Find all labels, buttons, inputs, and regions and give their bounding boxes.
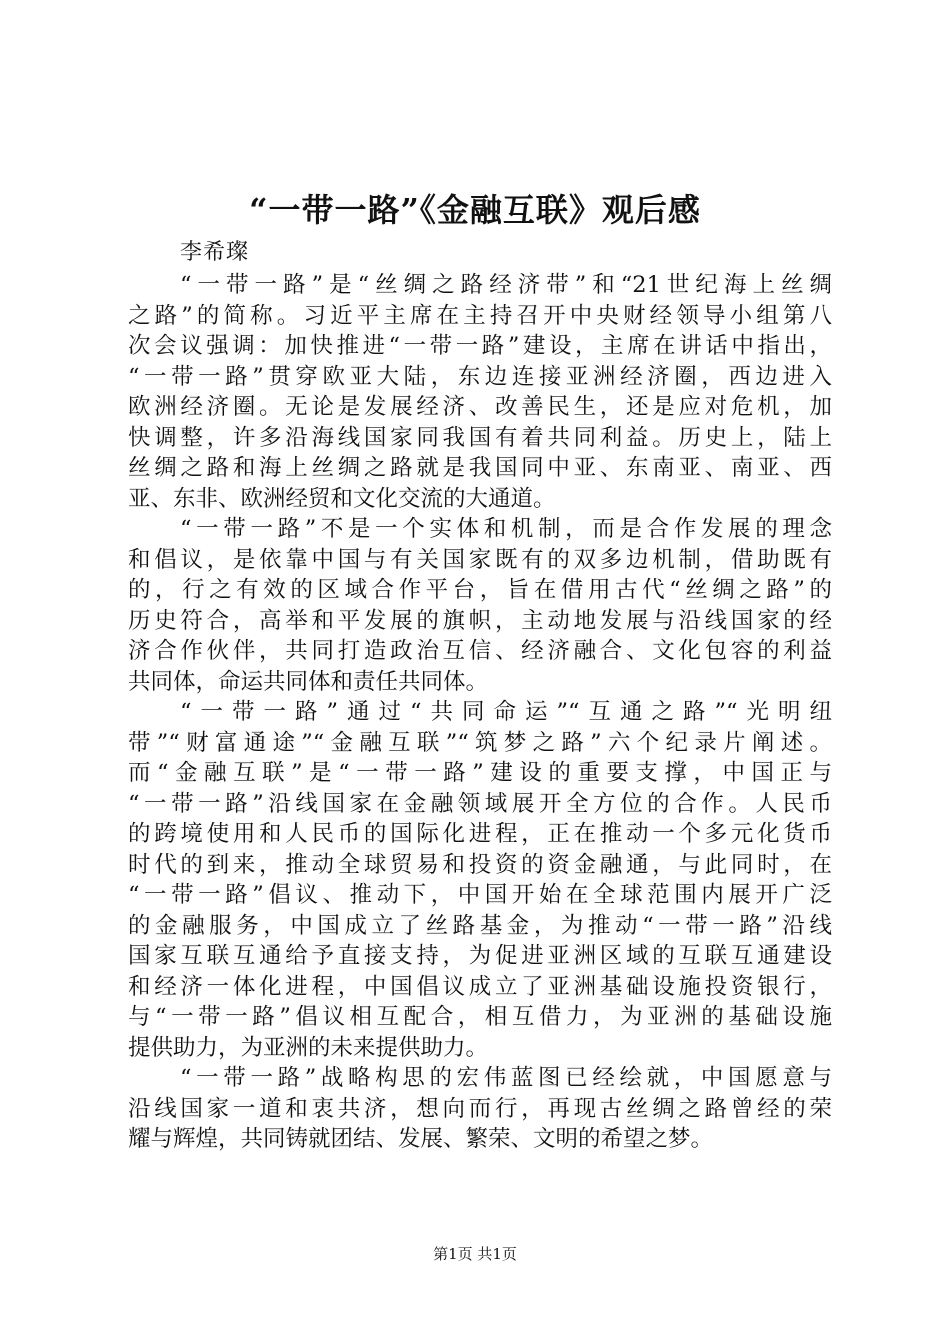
- paragraph-line: 而“金融互联”是“一带一路”建设的重要支撑，中国正与: [128, 760, 832, 786]
- paragraph-line: “一带一路”贯穿欧亚大陆，东边连接亚洲经济圈，西边进入: [128, 363, 832, 390]
- paragraph-line: “一带一路”沿线国家在金融领域展开全方位的合作。人民币: [128, 790, 832, 817]
- paragraph-line: 的跨境使用和人民币的国际化进程，正在推动一个多元化货币: [128, 821, 832, 847]
- paragraph-line: 和经济一体化进程，中国倡议成立了亚洲基础设施投资银行，: [128, 973, 832, 1000]
- author-name: 李希璨: [180, 240, 250, 265]
- paragraph-first-line: “一带一路”不是一个实体和机制，而是合作发展的理念: [180, 516, 832, 542]
- paragraph-first-line: “一带一路”战略构思的宏伟蓝图已经绘就，中国愿意与: [180, 1065, 832, 1091]
- paragraph-first-line: “一带一路”是“丝绸之路经济带”和“21世纪海上丝绸: [180, 272, 832, 298]
- paragraph-line: 之路”的简称。习近平主席在主持召开中央财经领导小组第八: [128, 302, 832, 329]
- paragraph-line: 时代的到来，推动全球贸易和投资的资金融通，与此同时，在: [128, 851, 832, 878]
- paragraph-line: 丝绸之路和海上丝绸之路就是我国同中亚、东南亚、南亚、西: [128, 455, 832, 481]
- paragraph-line: 和倡议，是依靠中国与有关国家既有的双多边机制，借助既有: [128, 546, 832, 573]
- paragraph-line: 沿线国家一道和衷共济，想向而行，再现古丝绸之路曾经的荣: [128, 1095, 832, 1122]
- paragraph-line: 欧洲经济圈。无论是发展经济、改善民生，还是应对危机，加: [128, 394, 832, 420]
- paragraph-line: 历史符合，高举和平发展的旗帜，主动地发展与沿线国家的经: [128, 607, 832, 634]
- paragraph-line: 快调整，许多沿海线国家同我国有着共同利益。历史上，陆上: [128, 424, 832, 451]
- paragraph-line: 亚、东非、欧洲经贸和文化交流的大通道。: [128, 485, 556, 512]
- paragraph-first-line: “一带一路”通过“共同命运”“互通之路”“光明纽: [180, 699, 832, 725]
- body-text: [128, 270, 832, 1155]
- paragraph-line: 带”“财富通途”“金融互联”“筑梦之路”六个纪录片阐述。: [128, 729, 832, 756]
- paragraph-line: 的，行之有效的区域合作平台，旨在借用古代“丝绸之路”的: [128, 577, 832, 603]
- paragraph-line: 与“一带一路”倡议相互配合，相互借力，为亚洲的基础设施: [128, 1004, 832, 1030]
- paragraph-line: 共同体，命运共同体和责任共同体。: [128, 668, 489, 695]
- paragraph-line: 国家互联互通给予直接支持，为促进亚洲区域的互联互通建设: [128, 943, 832, 969]
- paragraph-line: 提供助力，为亚洲的未来提供助力。: [128, 1034, 489, 1061]
- paragraph-line: 次会议强调：加快推进“一带一路”建设，主席在讲话中指出，: [128, 333, 832, 359]
- paragraph-line: 的金融服务，中国成立了丝路基金，为推动“一带一路”沿线: [128, 912, 832, 939]
- document-title: “一带一路”《金融互联》观后感: [249, 191, 701, 229]
- page-footer: 第1页 共1页: [433, 1245, 517, 1263]
- paragraph-line: 耀与辉煌，共同铸就团结、发展、繁荣、文明的希望之梦。: [128, 1126, 714, 1152]
- paragraph-line: “一带一路”倡议、推动下，中国开始在全球范围内展开广泛: [128, 882, 832, 908]
- paragraph-line: 济合作伙伴，共同打造政治互信、经济融合、文化包容的利益: [128, 638, 832, 664]
